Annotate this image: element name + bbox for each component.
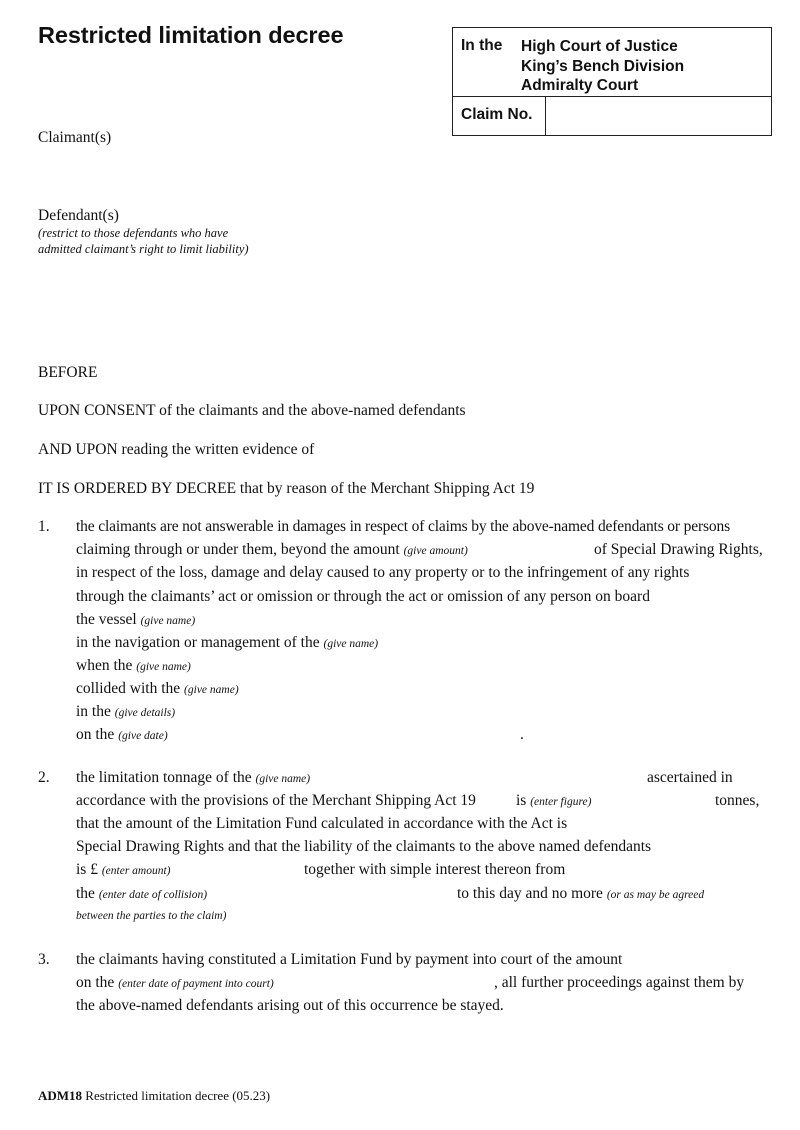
defendants-note: admitted claimant’s right to limit liability) (38, 242, 249, 256)
clause1-text: of Special Drawing Rights, (594, 541, 763, 558)
clause2-text: the (76, 885, 95, 902)
clause1-text: claiming through or under them, beyond the amount (76, 541, 400, 558)
clause2-line (76, 861, 171, 879)
before-label: BEFORE (38, 364, 98, 381)
clause3-line: the claimants having constituted a Limitation Fund by payment into court of the amount (76, 951, 623, 968)
upon-consent-text: UPON CONSENT of the claimants and the above-named defendants (38, 402, 466, 419)
clause1-line (76, 726, 168, 744)
clause1-text: in the (76, 703, 111, 720)
footer (38, 1088, 270, 1104)
and-upon-text: AND UPON reading the written evidence of (38, 441, 315, 458)
clause1-text: in the navigation or management of the (76, 634, 320, 651)
enter-figure-hint: (enter figure) (530, 796, 592, 808)
clause1-line (76, 657, 191, 675)
court-line: King’s Bench Division (521, 57, 685, 75)
claim-no-field[interactable] (546, 97, 771, 136)
as-agreed-hint: between the parties to the claim) (76, 910, 227, 922)
clause2-text: accordance with the provisions of the Merchant Shipping Act 19 (76, 792, 476, 809)
clause1-line (76, 541, 468, 559)
clause3-text: on the (76, 974, 115, 991)
court-box (452, 27, 772, 136)
footer-text: Restricted limitation decree (05.23) (82, 1088, 271, 1103)
clause1-period: . (520, 726, 524, 743)
give-name-hint: (give name) (255, 773, 311, 785)
clause3-line (76, 974, 274, 992)
clause2-text: is £ (76, 861, 98, 878)
court-section (453, 28, 771, 97)
defendants-label: Defendant(s) (38, 207, 119, 224)
clause1-line: through the claimants’ act or omission or through the act or omission of any person on board (76, 588, 650, 605)
clause2-line (76, 885, 207, 903)
clause1-text: collided with the (76, 680, 181, 697)
clause2-text: to this day and no more (457, 885, 603, 902)
clause1-line (76, 611, 195, 629)
clause2-text: is (516, 792, 527, 809)
enter-date-of-collision-hint: (enter date of collision) (98, 889, 208, 901)
form-title: Restricted limitation decree (38, 22, 344, 48)
clause2-text: together with simple interest thereon from (304, 861, 566, 878)
clause2-line: that the amount of the Limitation Fund calculated in accordance with the Act is (76, 815, 568, 832)
defendants-note: (restrict to those defendants who have (38, 226, 229, 240)
as-agreed-hint: (or as may be agreed (606, 889, 705, 901)
clause2-line (457, 885, 704, 903)
clause2-text: tonnes, (715, 792, 760, 809)
clause-number: 1. (38, 518, 50, 535)
ordered-text: IT IS ORDERED BY DECREE that by reason of the Merchant Shipping Act 19 (38, 480, 535, 497)
clause2-line: Special Drawing Rights and that the liability of the claimants to the above named defendants (76, 838, 652, 855)
clause2-line (76, 769, 310, 787)
give-name-hint: (give name) (323, 638, 379, 650)
enter-amount-hint: (enter amount) (101, 865, 171, 877)
claim-no-label: Claim No. (461, 106, 533, 123)
clause3-text: , all further proceedings against them by (494, 974, 745, 991)
clause2-line (516, 792, 591, 810)
give-amount-hint: (give amount) (403, 545, 468, 557)
clause1-text: when the (76, 657, 133, 674)
give-date-hint: (give date) (118, 730, 168, 742)
clause1-text: the vessel (76, 611, 137, 628)
court-name (521, 37, 684, 96)
form-code: ADM18 (38, 1088, 83, 1103)
clause-number: 3. (38, 951, 50, 968)
clause-number: 2. (38, 769, 50, 786)
give-name-hint: (give name) (140, 615, 196, 627)
clause2-text: ascertained in (647, 769, 733, 786)
in-the-label: In the (461, 37, 503, 54)
give-details-hint: (give details) (114, 707, 176, 719)
enter-date-of-payment-hint: (enter date of payment into court) (118, 978, 274, 990)
clause1-line (76, 703, 175, 721)
clause3-line: the above-named defendants arising out of this occurrence be stayed. (76, 997, 504, 1014)
court-line: Admiralty Court (521, 77, 639, 94)
clause1-line: the claimants are not answerable in damages in respect of claims by the above-named defendants or persons (76, 518, 730, 535)
claim-no-label-cell (453, 97, 546, 136)
clause1-text: on the (76, 726, 115, 743)
court-line: High Court of Justice (521, 38, 678, 55)
clause1-line: in respect of the loss, damage and delay caused to any property or to the infringement of any rights (76, 564, 690, 581)
clause2-text: the limitation tonnage of the (76, 769, 252, 786)
claimants-label: Claimant(s) (38, 129, 112, 146)
clause1-line (76, 680, 239, 698)
give-name-hint: (give name) (136, 661, 191, 673)
give-name-hint: (give name) (184, 684, 239, 696)
clause1-line (76, 634, 378, 652)
